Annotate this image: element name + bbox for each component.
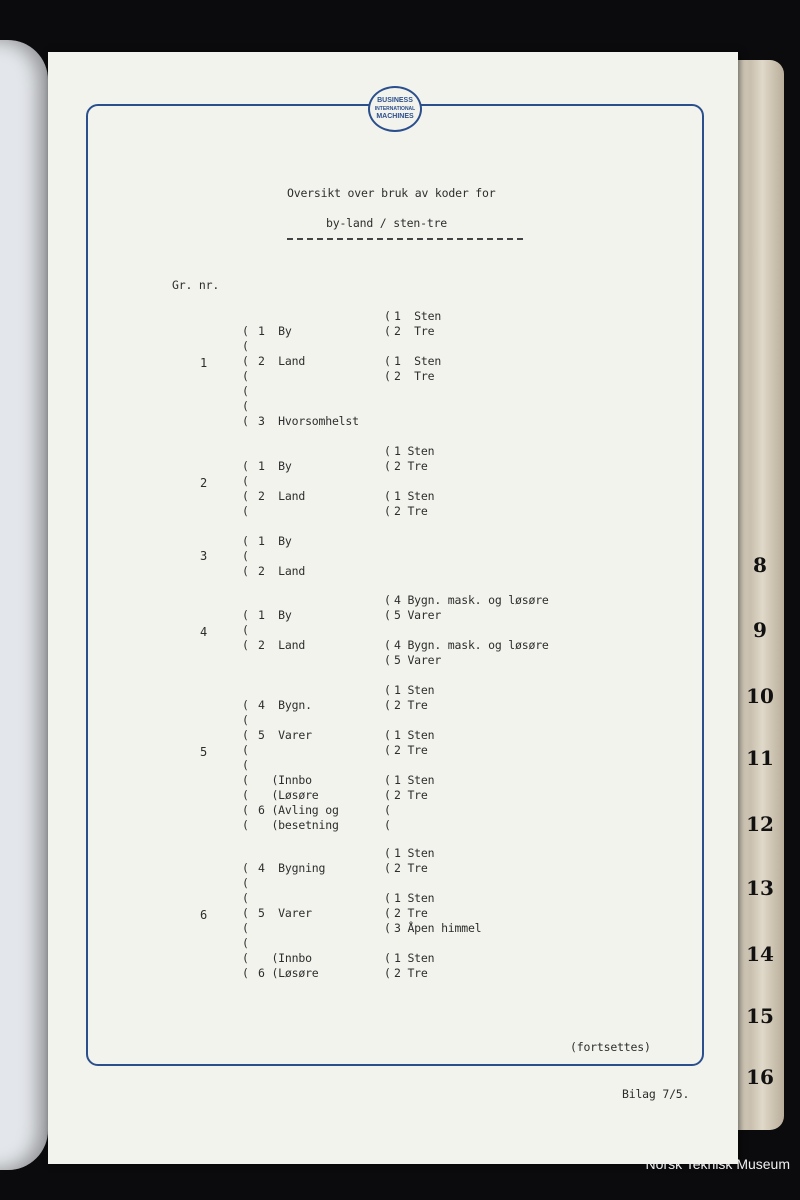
tab-8[interactable]: 8 [753,553,767,577]
group-3-bracket: ( [242,564,249,578]
group-3-subgroup-label: 2 Land [258,564,306,578]
left-page-edge [0,40,48,1170]
group-6-bracket: ( [242,966,249,980]
logo-text-mid: INTERNATIONAL [374,106,416,112]
group-6-class-label: 1 Sten [394,951,435,965]
group-1-class-label: 1 Sten [394,309,442,323]
group-2-bracket: ( [242,504,249,518]
group-1-bracket: ( [384,369,391,383]
group-4-bracket: ( [384,593,391,607]
group-number: 2 [200,476,208,490]
group-number: 3 [200,549,208,563]
group-2-bracket: ( [384,459,391,473]
group-1-bracket: ( [384,309,391,323]
group-1-class-label: 1 Sten [394,354,442,368]
group-4-class-label: 5 Varer [394,653,442,667]
group-1-subgroup-label: 3 Hvorsomhelst [258,414,359,428]
group-6-bracket: ( [384,921,391,935]
group-2-class-label: 1 Sten [394,489,435,503]
group-6-bracket: ( [242,951,249,965]
tab-15[interactable]: 15 [746,1004,774,1028]
group-1-bracket: ( [242,324,249,338]
group-6-subgroup-label: (Innbo [258,951,312,965]
group-5-bracket: ( [384,698,391,712]
group-5-subgroup-label: (besetning [258,818,339,832]
group-1-bracket: ( [242,399,249,413]
group-6-class-label: 1 Sten [394,891,435,905]
group-5-bracket: ( [384,803,391,817]
group-number: 4 [200,625,208,639]
group-5-bracket: ( [242,818,249,832]
title-line-2: by-land / sten-tre [326,216,448,230]
group-5-subgroup-label: (Løsøre [258,788,319,802]
group-5-bracket: ( [242,773,249,787]
group-5-bracket: ( [242,713,249,727]
group-2-bracket: ( [384,444,391,458]
museum-watermark: Norsk Teknisk Museum [645,1156,790,1172]
group-5-bracket: ( [242,788,249,802]
tab-11[interactable]: 11 [746,746,774,770]
column-header-gr-nr: Gr. nr. [172,278,220,292]
group-6-bracket: ( [384,846,391,860]
group-6-bracket: ( [242,936,249,950]
group-1-bracket: ( [242,339,249,353]
group-5-class-label: 2 Tre [394,698,428,712]
group-1-bracket: ( [242,354,249,368]
group-5-bracket: ( [242,728,249,742]
title-line-1: Oversikt over bruk av koder for [287,186,496,200]
group-5-class-label: 1 Sten [394,683,435,697]
group-2-subgroup-label: 2 Land [258,489,306,503]
group-3-bracket: ( [242,549,249,563]
group-4-bracket: ( [384,608,391,622]
group-5-class-label: 1 Sten [394,773,435,787]
group-6-bracket: ( [242,861,249,875]
group-number: 6 [200,908,208,922]
group-4-subgroup-label: 2 Land [258,638,306,652]
group-6-class-label: 2 Tre [394,861,428,875]
group-5-bracket: ( [242,758,249,772]
group-5-subgroup-label: 5 Varer [258,728,312,742]
group-5-subgroup-label: (Innbo [258,773,312,787]
group-4-class-label: 4 Bygn. mask. og løsøre [394,593,549,607]
group-5-class-label: 2 Tre [394,743,428,757]
group-1-class-label: 2 Tre [394,369,435,383]
title-underline [287,238,523,240]
group-4-bracket: ( [384,638,391,652]
group-5-bracket: ( [384,683,391,697]
group-1-bracket: ( [242,384,249,398]
tab-9[interactable]: 9 [753,618,767,642]
tab-12[interactable]: 12 [746,812,774,836]
group-6-class-label: 3 Åpen himmel [394,921,482,935]
group-4-bracket: ( [242,608,249,622]
group-2-subgroup-label: 1 By [258,459,292,473]
group-5-subgroup-label: 4 Bygn. [258,698,312,712]
group-2-bracket: ( [384,504,391,518]
group-4-bracket: ( [242,623,249,637]
group-2-bracket: ( [242,489,249,503]
footer-bilag: Bilag 7/5. [622,1087,690,1101]
group-5-subgroup-label: 6 (Avling og [258,803,339,817]
group-6-class-label: 1 Sten [394,846,435,860]
group-6-bracket: ( [242,906,249,920]
group-6-bracket: ( [384,891,391,905]
group-6-subgroup-label: 6 (Løsøre [258,966,319,980]
group-6-bracket: ( [242,921,249,935]
group-number: 5 [200,745,208,759]
tab-14[interactable]: 14 [746,942,774,966]
group-number: 1 [200,356,208,370]
group-1-bracket: ( [242,369,249,383]
group-5-bracket: ( [384,818,391,832]
tab-16[interactable]: 16 [746,1065,774,1089]
group-1-class-label: 2 Tre [394,324,435,338]
group-5-bracket: ( [384,743,391,757]
group-4-class-label: 5 Varer [394,608,442,622]
group-3-bracket: ( [242,534,249,548]
group-6-bracket: ( [242,876,249,890]
group-5-bracket: ( [384,728,391,742]
group-6-class-label: 2 Tre [394,966,428,980]
group-1-subgroup-label: 2 Land [258,354,306,368]
group-3-subgroup-label: 1 By [258,534,292,548]
footer-continued: (fortsettes) [570,1040,651,1054]
group-5-bracket: ( [384,788,391,802]
group-1-subgroup-label: 1 By [258,324,292,338]
group-6-subgroup-label: 4 Bygning [258,861,326,875]
group-6-bracket: ( [384,906,391,920]
group-1-bracket: ( [384,324,391,338]
group-2-bracket: ( [242,459,249,473]
group-2-class-label: 2 Tre [394,504,428,518]
group-6-class-label: 2 Tre [394,906,428,920]
group-5-bracket: ( [242,698,249,712]
group-2-bracket: ( [384,489,391,503]
group-5-class-label: 2 Tre [394,788,428,802]
group-2-class-label: 2 Tre [394,459,428,473]
group-4-bracket: ( [384,653,391,667]
group-4-class-label: 4 Bygn. mask. og løsøre [394,638,549,652]
logo-text-top: BUSINESS [377,97,413,104]
group-2-bracket: ( [242,474,249,488]
group-6-bracket: ( [384,951,391,965]
group-6-subgroup-label: 5 Varer [258,906,312,920]
group-1-bracket: ( [242,414,249,428]
group-5-bracket: ( [384,773,391,787]
group-4-bracket: ( [242,638,249,652]
group-5-bracket: ( [242,743,249,757]
group-6-bracket: ( [384,861,391,875]
group-5-class-label: 1 Sten [394,728,435,742]
group-4-subgroup-label: 1 By [258,608,292,622]
group-1-bracket: ( [384,354,391,368]
logo-text-bottom: MACHINES [376,113,414,120]
tab-13[interactable]: 13 [746,876,774,900]
ibm-logo-seal [368,86,422,132]
group-2-class-label: 1 Sten [394,444,435,458]
group-5-bracket: ( [242,803,249,817]
page-stack-edge [736,60,784,1130]
group-6-bracket: ( [242,891,249,905]
group-6-bracket: ( [384,966,391,980]
tab-10[interactable]: 10 [746,684,774,708]
